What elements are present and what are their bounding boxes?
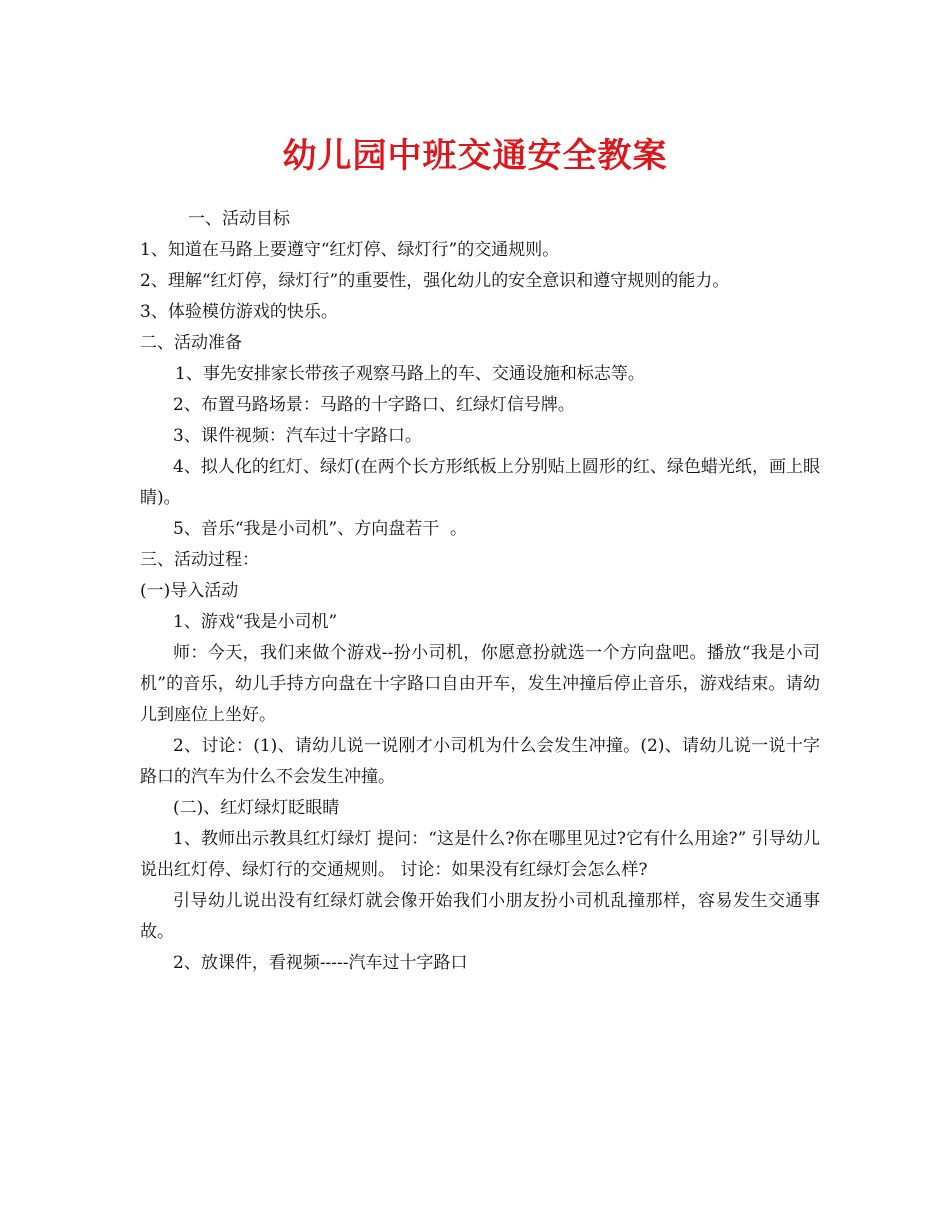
subsection-heading-intro: (一)导入活动 [140,581,239,601]
video-item: 2、放课件，看视频-----汽车过十字路口 [173,953,468,973]
section-heading-preparation: 二、活动准备 [140,333,242,353]
preparation-item-1: 1、事先安排家长带孩子观察马路上的车、交通设施和标志等。 [175,364,645,384]
section-heading-process: 三、活动过程： [140,550,259,570]
preparation-item-5: 5、音乐“我是小司机”、方向盘若干 。 [173,519,468,539]
teacher-instructions-paragraph: 师：今天，我们来做个游戏--扮小司机，你愿意扮就选一个方向盘吧。播放“我是小司机”的音乐，幼儿手持方向盘在十字路口自由开车，发生冲撞后停止音乐，游戏结束。请幼儿到座位上坐好。 [140,643,820,725]
document-title: 幼儿园中班交通安全教案 [282,136,668,176]
goal-item-1: 1、知道在马路上要遵守“红灯停、绿灯行”的交通规则。 [140,240,560,260]
intro-item-1: 1、游戏“我是小司机” [173,612,338,632]
preparation-item-4: 4、拟人化的红灯、绿灯(在两个长方形纸板上分别贴上圆形的红、绿色蜡光纸，画上眼睛)。 [140,457,820,508]
traffic-accident-paragraph: 引导幼儿说出没有红绿灯就会像开始我们小朋友扮小司机乱撞那样，容易发生交通事故。 [140,891,820,942]
preparation-item-3: 3、课件视频：汽车过十字路口。 [173,426,422,446]
discussion-paragraph: 2、讨论：(1)、请幼儿说一说刚才小司机为什么会发生冲撞。(2)、请幼儿说一说十字路口的汽车为什么不会发生冲撞。 [140,736,820,787]
document-body [140,204,820,979]
subsection-heading-traffic-lights: (二)、红灯绿灯眨眼睛 [173,798,340,818]
goal-item-3: 3、体验模仿游戏的快乐。 [140,302,338,322]
goal-item-2: 2、理解“红灯停，绿灯行”的重要性，强化幼儿的安全意识和遵守规则的能力。 [140,271,730,291]
section-heading-goals: 一、活动目标 [188,209,290,229]
preparation-item-2: 2、布置马路场景：马路的十字路口、红绿灯信号牌。 [173,395,575,415]
traffic-lights-question-paragraph: 1、教师出示教具红灯绿灯 提问：“这是什么?你在哪里见过?它有什么用途?” 引导幼儿说出红灯停、绿灯行的交通规则。 讨论：如果没有红绿灯会怎么样? [140,829,820,880]
